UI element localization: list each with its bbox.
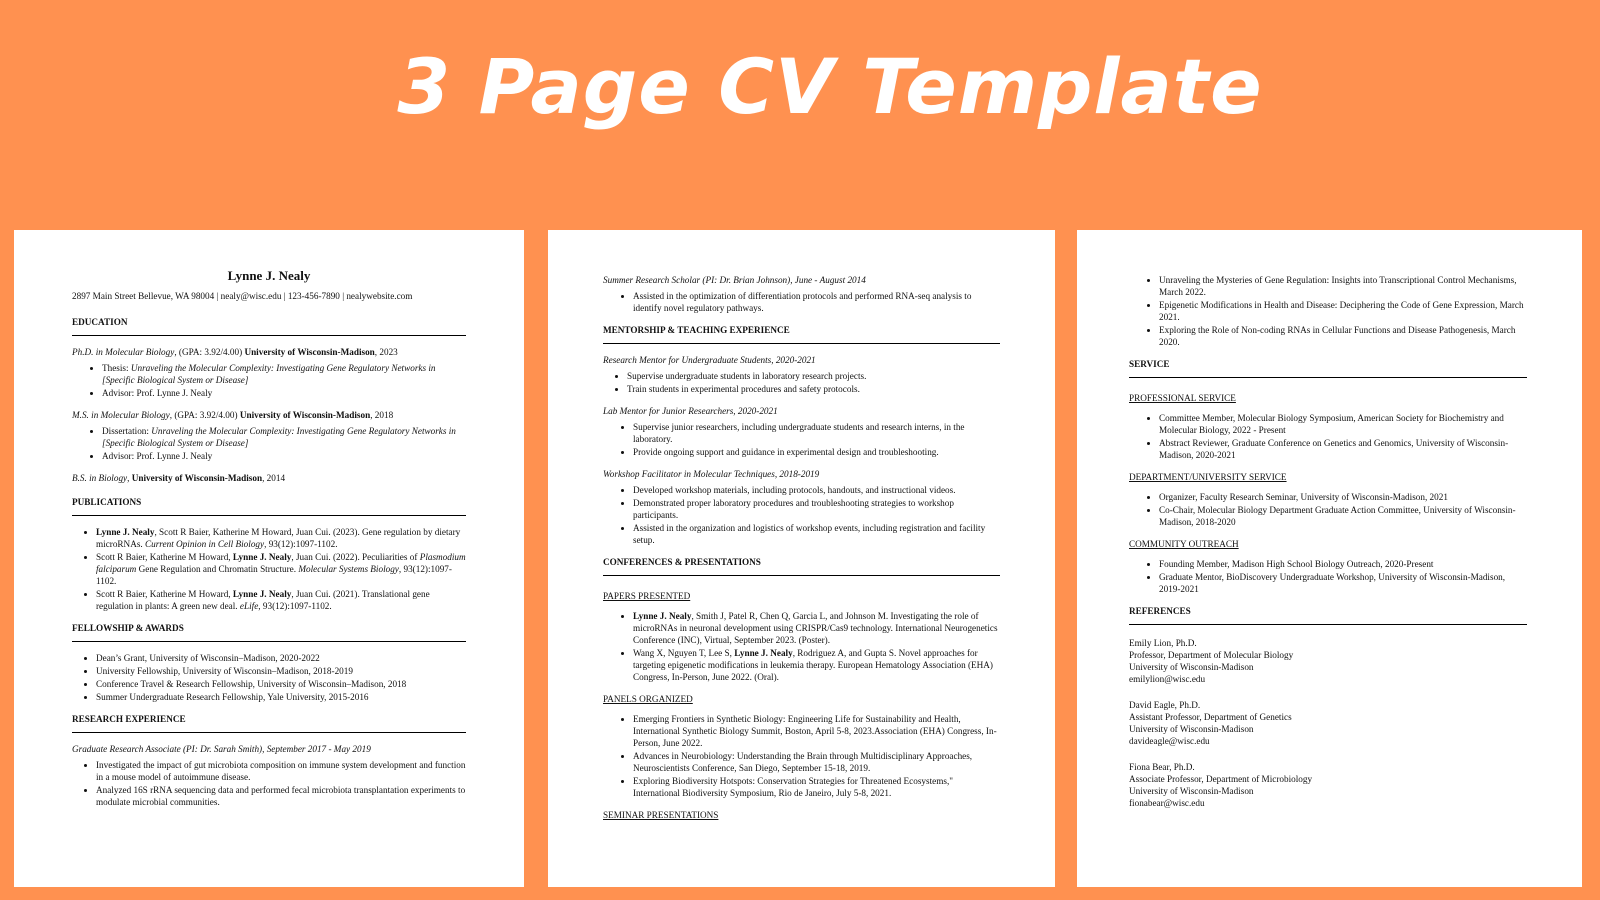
awards-heading: FELLOWSHIP & AWARDS — [72, 622, 466, 642]
pub-text: , Scott R Baier, Katherine M Howard, Juan Cui. (2023). Gene regulation by dietary microRNAs. — [96, 527, 461, 549]
mentorship-heading: MENTORSHIP & TEACHING EXPERIENCE — [603, 324, 1000, 344]
pub-author: Lynne J. Nealy — [232, 552, 292, 562]
list-item: • Unraveling the Mysteries of Gene Regulation: Insights into Transcriptional Control Mechanisms, March 2022. — [1159, 274, 1527, 298]
list-item — [96, 551, 466, 587]
research-list — [72, 759, 466, 808]
list-item: • Investigated the impact of gut microbiota composition on immune system development and function in a mouse model of autoimmune disease. — [96, 759, 466, 783]
ms-entry — [72, 409, 466, 421]
list-item: • Conference Travel & Research Fellowship, University of Wisconsin–Madison, 2018 — [96, 678, 466, 690]
list-item — [633, 610, 1000, 646]
reference-email: davideagle@wisc.edu — [1129, 736, 1210, 746]
community-heading: COMMUNITY OUTREACH — [1129, 539, 1239, 549]
list-item: • Emerging Frontiers in Synthetic Biology: Engineering Life for Sustainability and Health, International Synthetic Biology Summit, Boston, April 5-8, 2023.Association (EHA) Congress, In-Person, June 2022. — [633, 713, 1000, 749]
publications-list — [72, 526, 466, 612]
ms-year: , 2018 — [370, 410, 394, 420]
list-item: • Advances in Neurobiology: Understanding the Brain through Multidisciplinary Approaches, Neuroscientists Conference, San Diego, September 15-18, 2019. — [633, 750, 1000, 774]
list-item: • Developed workshop materials, including protocols, handouts, and instructional videos. — [633, 484, 1000, 496]
papers-heading: PAPERS PRESENTED — [603, 591, 691, 601]
reference-entry — [1129, 761, 1527, 809]
prof-service-list — [1129, 412, 1527, 461]
publications-heading: PUBLICATIONS — [72, 496, 466, 516]
reference-org: University of Wisconsin-Madison — [1129, 662, 1254, 672]
list-item — [102, 425, 466, 449]
list-item: • Graduate Mentor, BioDiscovery Undergraduate Workshop, University of Wisconsin-Madison, 2019-2021 — [1159, 571, 1527, 595]
bs-sep: , — [127, 473, 132, 483]
community-list — [1129, 558, 1527, 595]
dept-service-heading: DEPARTMENT/UNIVERSITY SERVICE — [1129, 472, 1287, 482]
list-item: • Exploring the Role of Non-coding RNAs in Cellular Functions and Disease Pathogenesis, March 2020. — [1159, 324, 1527, 348]
list-item — [633, 647, 1000, 683]
research-heading: RESEARCH EXPERIENCE — [72, 713, 466, 733]
list-item: • Advisor: Prof. Lynne J. Nealy — [102, 450, 466, 462]
dissertation-prefix: Dissertation: — [102, 426, 152, 436]
cv-page-1 — [14, 230, 524, 887]
pub-journal: Current Opinion in Cell Biology — [145, 539, 265, 549]
list-item: • Founding Member, Madison High School Biology Outreach, 2020-Present — [1159, 558, 1527, 570]
ms-gpa: , (GPA: 3.92/4.00) — [169, 410, 240, 420]
pub-author: Lynne J. Nealy — [96, 527, 155, 537]
mentor1-list — [603, 370, 1000, 395]
phd-school: University of Wisconsin-Madison — [244, 347, 375, 357]
reference-org: University of Wisconsin-Madison — [1129, 786, 1254, 796]
awards-list — [72, 652, 466, 703]
conferences-heading: CONFERENCES & PRESENTATIONS — [603, 556, 1000, 576]
education-heading: EDUCATION — [72, 316, 466, 336]
reference-name: Emily Lion, Ph.D. — [1129, 638, 1197, 648]
references-heading: REFERENCES — [1129, 605, 1527, 625]
pub-species: Plasmodium falciparum — [96, 552, 466, 574]
research-title: Graduate Research Associate (PI: Dr. Sarah Smith), September 2017 - May 2019 — [72, 744, 371, 754]
paper-text: , Rodriguez A, and Gupta S. Novel approaches for targeting epigenetic modifications in leukemia therapy. European Hematology Association (EHA) Congress, In-Person, June 2022. (Oral). — [633, 648, 993, 682]
list-item: • Abstract Reviewer, Graduate Conference on Genetics and Genomics, University of Wisconsin-Madison, 2020-2021 — [1159, 437, 1527, 461]
panels-list — [603, 713, 1000, 799]
list-item: • Analyzed 16S rRNA sequencing data and performed fecal microbiota transplantation experiments to modulate microbial communities. — [96, 784, 466, 808]
list-item — [96, 526, 466, 550]
phd-gpa: , (GPA: 3.92/4.00) — [174, 347, 245, 357]
list-item: • Exploring Biodiversity Hotspots: Conservation Strategies for Threatened Ecosystems," International Biodiversity Symposium, Rio de Janeiro, July 5-8, 2021. — [633, 775, 1000, 799]
panels-heading: PANELS ORGANIZED — [603, 694, 693, 704]
reference-title: Assistant Professor, Department of Genetics — [1129, 712, 1292, 722]
pub-journal: Molecular Systems Biology — [298, 564, 399, 574]
dept-service-list — [1129, 491, 1527, 528]
pub-text: Gene Regulation and Chromatin Structure. — [136, 564, 299, 574]
list-item — [96, 588, 466, 612]
cv-name: Lynne J. Nealy — [227, 268, 311, 283]
paper-author: Lynne J. Nealy — [734, 648, 793, 658]
phd-entry — [72, 346, 466, 358]
mentor3-title: Workshop Facilitator in Molecular Techniques, 2018-2019 — [603, 469, 820, 479]
reference-entry — [1129, 637, 1527, 685]
phd-year: , 2023 — [374, 347, 398, 357]
pub-text: , Juan Cui. (2021). Translational gene regulation in plants: A green new deal. — [96, 589, 430, 611]
list-item: • Provide ongoing support and guidance in experimental design and troubleshooting. — [633, 446, 1000, 458]
ms-details — [72, 425, 466, 462]
summer-list — [603, 290, 1000, 314]
reference-org: University of Wisconsin-Madison — [1129, 724, 1254, 734]
list-item: • Supervise junior researchers, including undergraduate students and research interns, in the laboratory. — [633, 421, 1000, 445]
mentor2-list — [603, 421, 1000, 458]
bs-year: , 2014 — [262, 473, 286, 483]
list-item: • Organizer, Faculty Research Seminar, University of Wisconsin-Madison, 2021 — [1159, 491, 1527, 503]
reference-title: Professor, Department of Molecular Biology — [1129, 650, 1294, 660]
bs-degree: B.S. in Biology — [72, 473, 128, 483]
phd-degree: Ph.D. in Molecular Biology — [72, 347, 175, 357]
prof-service-heading: PROFESSIONAL SERVICE — [1129, 393, 1236, 403]
list-item — [102, 362, 466, 386]
reference-email: fionabear@wisc.edu — [1129, 798, 1205, 808]
pub-author: Lynne J. Nealy — [232, 589, 292, 599]
cv-page-3 — [1077, 230, 1582, 887]
mentor2-title: Lab Mentor for Junior Researchers, 2020-2021 — [603, 406, 778, 416]
cv-page-2 — [548, 230, 1055, 887]
bs-school: University of Wisconsin-Madison — [131, 473, 263, 483]
list-item: • Train students in experimental procedures and safety protocols. — [627, 383, 1000, 395]
seminar-heading: SEMINAR PRESENTATIONS — [603, 810, 719, 820]
thesis-title: Unraveling the Molecular Complexity: Investigating Gene Regulatory Networks in [Specific Biological System or Disease] — [102, 363, 436, 385]
mentor1-title: Research Mentor for Undergraduate Students, 2020-2021 — [603, 355, 816, 365]
reference-email: emilylion@wisc.edu — [1129, 674, 1206, 684]
list-item: • Assisted in the organization and logistics of workshop events, including registration and facility setup. — [633, 522, 1000, 546]
thesis-prefix: Thesis: — [102, 363, 131, 373]
pub-text: Scott R Baier, Katherine M Howard, — [96, 552, 233, 562]
pub-text: Scott R Baier, Katherine M Howard, — [96, 589, 233, 599]
list-item: • Demonstrated proper laboratory procedures and troubleshooting strategies to workshop participants. — [633, 497, 1000, 521]
mentor3-list — [603, 484, 1000, 546]
pub-text: , 93(12):1097-1102. — [264, 539, 338, 549]
paper-author: Lynne J. Nealy — [633, 611, 692, 621]
service-heading: SERVICE — [1129, 358, 1527, 378]
summer-title: Summer Research Scholar (PI: Dr. Brian Johnson), June - August 2014 — [603, 275, 866, 285]
paper-text: , Smith J, Patel R, Chen Q, Garcia L, and Johnson M. Investigating the role of microRNAs in neuronal development using CRISPR/Cas9 technology. International Neurogenetics Conference (INC), Virtual, September 2023. (Poster). — [633, 611, 998, 645]
list-item: • University Fellowship, University of Wisconsin–Madison, 2018-2019 — [96, 665, 466, 677]
list-item: • Epigenetic Modifications in Health and Disease: Deciphering the Code of Gene Expression, March 2021. — [1159, 299, 1527, 323]
list-item: • Supervise undergraduate students in laboratory research projects. — [627, 370, 1000, 382]
list-item: • Assisted in the optimization of differentiation protocols and performed RNA-seq analysis to identify novel regulatory pathways. — [633, 290, 1000, 314]
ms-school: University of Wisconsin-Madison — [239, 410, 371, 420]
ms-degree: M.S. in Molecular Biology — [72, 410, 170, 420]
dissertation-title: Unraveling the Molecular Complexity: Investigating Gene Regulatory Networks in [Specific Biological System or Disease] — [102, 426, 456, 448]
pub-text: , 93(12):1097-1102. — [258, 601, 332, 611]
list-item: • Co-Chair, Molecular Biology Department Graduate Action Committee, University of Wisconsin-Madison, 2018-2020 — [1159, 504, 1527, 528]
reference-entry — [1129, 699, 1527, 747]
pub-text: , Juan Cui. (2022). Peculiarities of — [291, 552, 420, 562]
list-item: • Dean’s Grant, University of Wisconsin–Madison, 2020-2022 — [96, 652, 466, 664]
pub-journal: eLife — [239, 601, 259, 611]
reference-title: Associate Professor, Department of Microbiology — [1129, 774, 1313, 784]
seminars-list — [1129, 274, 1527, 348]
list-item: • Committee Member, Molecular Biology Symposium, American Society for Biochemistry and Molecular Biology, 2022 - Present — [1159, 412, 1527, 436]
bs-entry — [72, 472, 466, 484]
papers-list — [603, 610, 1000, 683]
phd-details — [72, 362, 466, 399]
banner-title: 3 Page CV Template — [397, 42, 1263, 131]
list-item: • Advisor: Prof. Lynne J. Nealy — [102, 387, 466, 399]
pub-text: , 93(12):1097-1102. — [96, 564, 452, 586]
list-item: • Summer Undergraduate Research Fellowship, Yale University, 2015-2016 — [96, 691, 466, 703]
paper-text: Wang X, Nguyen T, Lee S, — [633, 648, 735, 658]
reference-name: David Eagle, Ph.D. — [1129, 700, 1201, 710]
reference-name: Fiona Bear, Ph.D. — [1129, 762, 1195, 772]
cv-contact: 2897 Main Street Bellevue, WA 98004 | nealy@wisc.edu | 123-456-7890 | nealywebsite.com — [72, 291, 413, 301]
